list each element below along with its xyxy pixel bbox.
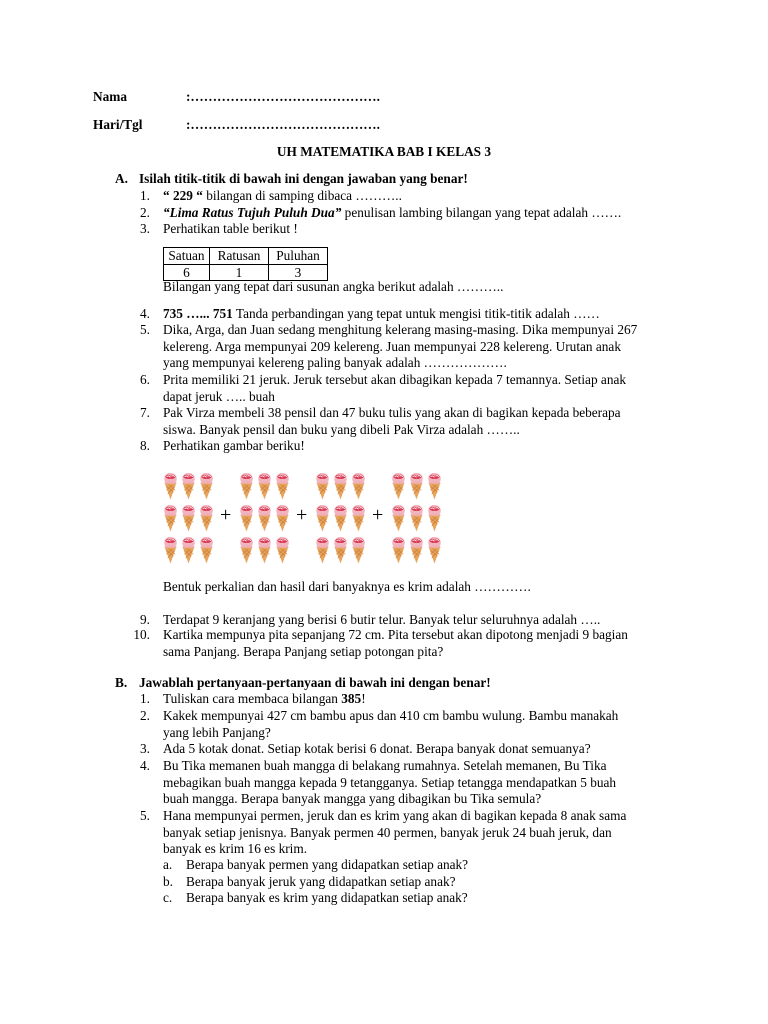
plus-icon: + <box>372 504 384 526</box>
sub-question: Berapa banyak jeruk yang didapatkan setiap anak? <box>186 874 456 889</box>
question-bold-text: “Lima Ratus Tujuh Puluh Dua” <box>163 205 342 220</box>
ice-cream-icon <box>257 503 272 532</box>
question-a9: Terdapat 9 keranjang yang berisi 6 butir telur. Banyak telur seluruhnya adalah ….. <box>163 612 601 627</box>
date-label: Hari/Tgl <box>93 117 143 132</box>
question-a1 <box>163 188 402 205</box>
ice-cream-icon <box>163 471 178 500</box>
ice-cream-icon <box>351 535 366 564</box>
ice-cream-icon <box>315 535 330 564</box>
ice-cream-picture <box>163 471 453 563</box>
ice-cream-icon <box>409 471 424 500</box>
table-cell: 1 <box>210 264 269 281</box>
question-text: ! <box>361 691 366 706</box>
ice-cream-icon <box>351 503 366 532</box>
question-number: 2. <box>140 708 150 723</box>
plus-icon: + <box>296 504 308 526</box>
question-line: mebagikan buah mangga kepada 9 tetangganya. Setiap tetangga mendapatkan 5 buah <box>163 774 617 790</box>
question-number: 4. <box>140 306 150 321</box>
question-b1 <box>163 691 366 708</box>
section-b-letter: B. <box>115 675 128 690</box>
ice-cream-icon <box>199 471 214 500</box>
ice-cream-icon <box>351 471 366 500</box>
ice-cream-icon <box>257 471 272 500</box>
ice-cream-icon <box>239 535 254 564</box>
question-line: sama Panjang. Berapa Panjang setiap potongan pita? <box>163 643 444 659</box>
question-a8: Perhatikan gambar beriku! <box>163 438 305 453</box>
ice-cream-icon <box>275 535 290 564</box>
question-line: Pak Virza membeli 38 pensil dan 47 buku tulis yang akan di bagikan kepada beberapa <box>163 405 621 420</box>
section-a-heading: Isilah titik-titik di bawah ini dengan jawaban yang benar! <box>139 171 468 186</box>
question-line: yang mempunyai kelereng paling banyak adalah ………………. <box>163 355 507 371</box>
question-number: 3. <box>140 221 150 236</box>
place-value-table <box>163 247 328 281</box>
table-header: Ratusan <box>210 248 269 265</box>
question-number: 9. <box>140 612 150 627</box>
question-number: 8. <box>140 438 150 453</box>
question-text: Tuliskan cara membaca bilangan <box>163 691 342 706</box>
section-b-heading: Jawablah pertanyaan-pertanyaan di bawah ini dengan benar! <box>139 675 491 690</box>
ice-cream-icon <box>333 471 348 500</box>
ice-cream-icon <box>427 535 442 564</box>
ice-cream-icon <box>199 503 214 532</box>
question-line: kelereng. Arga mempunyai 209 kelereng. Juan mempunyai 228 kelereng. Urutan anak <box>163 338 621 354</box>
question-number: 1. <box>140 188 150 203</box>
ice-cream-icon <box>239 471 254 500</box>
question-a6 <box>163 372 626 405</box>
question-number: 6. <box>140 372 150 387</box>
ice-cream-icon <box>333 503 348 532</box>
ice-cream-icon <box>391 503 406 532</box>
question-b2 <box>163 708 618 741</box>
question-number: 3. <box>140 741 150 756</box>
question-a3: Perhatikan table berikut ! <box>163 221 298 236</box>
question-line: dapat jeruk ….. buah <box>163 388 275 404</box>
question-b5 <box>163 808 626 858</box>
question-b4 <box>163 758 616 808</box>
table-header: Satuan <box>164 248 210 265</box>
sub-letter: c. <box>163 890 173 905</box>
question-number: 5. <box>140 808 150 823</box>
question-text: bilangan di samping dibaca ……….. <box>202 188 402 203</box>
ice-cream-icon <box>199 535 214 564</box>
ice-cream-icon <box>257 535 272 564</box>
question-line: banyak setiap jenisnya. Banyak permen 40 permen, banyak jeruk 24 buah jeruk, dan <box>163 824 612 840</box>
ice-cream-icon <box>391 535 406 564</box>
question-line: yang lebih Panjang? <box>163 724 271 740</box>
question-text: Tanda perbandingan yang tepat untuk mengisi titik-titik adalah …… <box>232 306 600 321</box>
question-number: 5. <box>140 322 150 337</box>
question-bold-text: 385 <box>341 691 362 706</box>
ice-cream-icon <box>427 471 442 500</box>
sub-letter: b. <box>163 874 173 889</box>
question-line: Dika, Arga, dan Juan sedang menghitung kelerang masing-masing. Dika mempunyai 267 <box>163 322 638 337</box>
page-title: UH MATEMATIKA BAB I KELAS 3 <box>276 144 492 159</box>
ice-cream-icon <box>315 471 330 500</box>
question-number: 1. <box>140 691 150 706</box>
question-line: Bu Tika memanen buah mangga di belakang rumahnya. Setelah memanen, Bu Tika <box>163 758 607 773</box>
question-a10 <box>163 627 628 660</box>
question-line: Kartika mempunya pita sepanjang 72 cm. Pita tersebut akan dipotong menjadi 9 bagian <box>163 627 628 642</box>
question-a2 <box>163 205 621 222</box>
question-line: siswa. Banyak pensil dan buku yang dibeli Pak Virza adalah …….. <box>163 421 520 437</box>
question-a7 <box>163 405 621 438</box>
plus-icon: + <box>220 504 232 526</box>
question-a3-followup: Bilangan yang tepat dari susunan angka berikut adalah ……….. <box>163 279 504 294</box>
question-line: Hana mempunyai permen, jeruk dan es krim yang akan di bagikan kepada 8 anak sama <box>163 808 627 823</box>
sub-question: Berapa banyak es krim yang didapatkan setiap anak? <box>186 890 468 905</box>
date-blank[interactable]: :……………………………………. <box>186 117 380 132</box>
table-cell: 6 <box>164 264 210 281</box>
name-blank[interactable]: :……………………………………. <box>186 89 380 104</box>
table-cell: 3 <box>269 264 328 281</box>
ice-cream-icon <box>181 535 196 564</box>
question-line: banyak es krim 16 es krim. <box>163 841 308 857</box>
ice-cream-icon <box>239 503 254 532</box>
ice-cream-icon <box>391 471 406 500</box>
table-header: Puluhan <box>269 248 328 265</box>
ice-cream-icon <box>275 471 290 500</box>
ice-cream-icon <box>181 471 196 500</box>
question-a4 <box>163 306 600 323</box>
ice-cream-icon <box>427 503 442 532</box>
question-line: Kakek mempunyai 427 cm bambu apus dan 410 cm bambu wulung. Bambu manakah <box>163 708 619 723</box>
ice-cream-icon <box>409 503 424 532</box>
question-text: penulisan lambing bilangan yang tepat adalah ……. <box>341 205 622 220</box>
question-bold-text: “ 229 “ <box>163 188 203 203</box>
question-line: Prita memiliki 21 jeruk. Jeruk tersebut akan dibagikan kepada 7 temannya. Setiap anak <box>163 372 627 387</box>
sub-letter: a. <box>163 857 173 872</box>
question-number: 2. <box>140 205 150 220</box>
ice-cream-icon <box>163 535 178 564</box>
ice-cream-icon <box>333 535 348 564</box>
ice-cream-icon <box>409 535 424 564</box>
ice-cream-icon <box>181 503 196 532</box>
sub-question: Berapa banyak permen yang didapatkan setiap anak? <box>186 857 469 872</box>
name-label: Nama <box>93 89 127 104</box>
section-a-letter: A. <box>115 171 128 186</box>
ice-cream-icon <box>315 503 330 532</box>
question-line: buah mangga. Berapa banyak mangga yang dibagikan bu Tika semula? <box>163 791 542 807</box>
question-number: 10. <box>133 627 150 642</box>
ice-cream-icon <box>163 503 178 532</box>
question-number: 4. <box>140 758 150 773</box>
question-b3: Ada 5 kotak donat. Setiap kotak berisi 6 donat. Berapa banyak donat semuanya? <box>163 741 591 756</box>
question-a5 <box>163 322 637 372</box>
question-a8-followup: Bentuk perkalian dan hasil dari banyaknya es krim adalah …………. <box>163 579 531 594</box>
ice-cream-icon <box>275 503 290 532</box>
question-number: 7. <box>140 405 150 420</box>
question-bold-text: 735 …... 751 <box>163 306 233 321</box>
